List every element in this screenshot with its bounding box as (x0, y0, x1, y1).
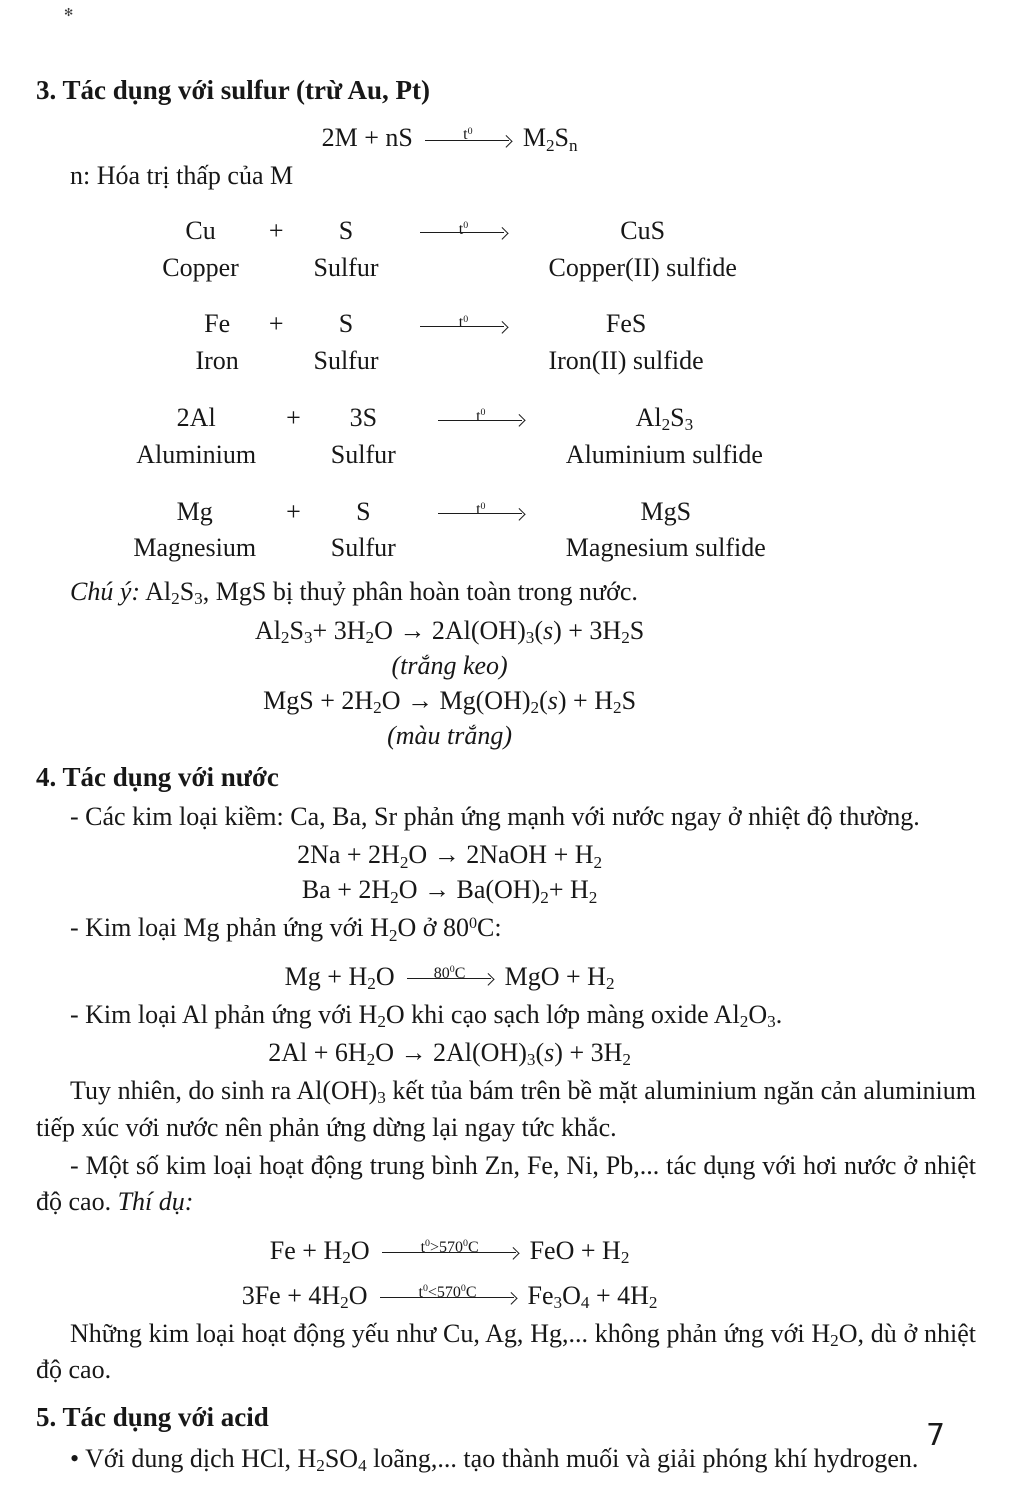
arrow-condition: $t^0$ (476, 407, 486, 425)
plus-sign: + (286, 496, 301, 526)
valence-note: n: Hóa trị thấp của M (70, 161, 294, 191)
right-arrow-icon (438, 417, 524, 426)
reaction-arrow (420, 307, 506, 341)
product-name: Magnesium sulfide (565, 533, 766, 563)
reaction-arrow (438, 495, 524, 529)
reactant-name: Sulfur (313, 346, 379, 376)
reaction-example (162, 214, 737, 285)
reaction-arrow (407, 962, 493, 992)
equation-barium: Ba + 2H $_2$ O → Ba(OH) $_2$ + H $_2$ (301, 875, 598, 907)
hydrolysis-equation: MgS + 2H $_2$ O → Mg(OH) $_2$ ( s ) + H $_2$ S (263, 685, 637, 717)
reactant-formula: 2Al (176, 403, 216, 433)
equation-magnesium-block (36, 962, 863, 992)
reactant-formula: Fe (204, 309, 231, 339)
bullet-magnesium: - Kim loại Mg phản ứng với $H_2O$ ở $80^0C$: (70, 913, 502, 945)
plus-sign: + (268, 215, 284, 245)
reactant-formula: S (356, 496, 371, 526)
reaction-example-copper (36, 210, 863, 289)
arrow-condition: $t^0<570^0C$ (418, 1283, 477, 1301)
product-formula: MgS (640, 496, 692, 526)
equation-lhs: $3Fe + 4H_2O$ (241, 1280, 368, 1312)
reaction-example (133, 495, 765, 566)
reaction-arrow (380, 1281, 516, 1311)
reactant-name: Sulfur (313, 252, 379, 282)
reaction-example-magnesium (36, 491, 863, 570)
equation-magnesium (285, 962, 615, 992)
equation-rhs: FeO + $H_2$ (529, 1235, 630, 1267)
product-name: Aluminium sulfide (565, 439, 763, 469)
bullet-alkali-metals: - Các kim loại kiềm: Ca, Ba, Sr phản ứng mạnh với nước ngay ở nhiệt độ thường. (70, 802, 920, 832)
reactant-formula: S (338, 215, 354, 245)
equation-iron-low-temp (242, 1281, 658, 1311)
equation-rhs: $Fe_3O_4 + 4H_2$ (527, 1280, 658, 1312)
reaction-arrow (420, 214, 506, 248)
arrow-condition: $80^0C$ (433, 964, 466, 982)
precipitate-caption: (trắng keo) (391, 650, 508, 680)
arrow-condition: $t^0>570^0C$ (420, 1238, 479, 1256)
equation-iron-high-temp (270, 1236, 630, 1266)
reaction-arrow (382, 1236, 518, 1266)
precipitate-caption-block (36, 721, 863, 751)
reactant-formula: Cu (185, 215, 216, 245)
section-3-heading: 3. Tác dụng với sulfur (trừ Au, Pt) (36, 75, 430, 105)
section-4-heading: 4. Tác dụng với nước (36, 761, 279, 792)
hydrolysis-equation-block (36, 686, 863, 716)
product-name: Copper(II) sulfide (548, 252, 737, 282)
equation-lhs: $Mg + H_2O$ (284, 961, 395, 993)
product-formula: $Al_2S_3$ (635, 403, 694, 435)
reaction-arrow (438, 401, 524, 435)
hydrolysis-equation: Al $_2$ S $_3$ + 3H $_2$ O → 2Al(OH) $_3$ ( s ) + 3H $_2$ S (254, 615, 645, 647)
plus-sign: + (286, 403, 301, 433)
reactant-name: Aluminium (136, 439, 257, 469)
bullet-aluminium: - Kim loại Al phản ứng với $H_2O$ khi cạo sạch lớp màng oxide $Al_2O_3$. (70, 999, 783, 1031)
corner-pen-mark: ✻ (64, 7, 74, 19)
product-formula: CuS (620, 215, 666, 245)
equation-iron-high-temp-block (36, 1236, 863, 1266)
arrow-condition: $t^0$ (458, 220, 469, 238)
paragraph-aluminium-passivation: Tuy nhiên, do sinh ra $Al(OH)_3$ kết tủa bám trên bề mặt aluminium ngăn cản aluminium tiếp xúc với nước nên phản ứng dừng lại ngay tức khắc. (36, 1076, 976, 1142)
reactant-formula: S (338, 309, 354, 339)
equation-sodium: 2Na + 2H $_2$ O → 2NaOH + H $_2$ (297, 840, 603, 872)
hydrolysis-note: Chú ý: $Al_2S_3$, MgS bị thuỷ phân hoàn toàn trong nước. (70, 577, 638, 609)
precipitate-caption: (màu trắng) (387, 720, 513, 750)
right-arrow-icon (420, 230, 506, 239)
general-equation (322, 123, 578, 153)
reaction-arrow (425, 123, 511, 153)
arrow-condition: $t^0$ (458, 313, 469, 332)
paragraph-weak-metals: Những kim loại hoạt động yếu như Cu, Ag, Hg,... không phản ứng với $H_2O$, dù ở nhiệt độ cao. (36, 1318, 977, 1385)
reactant-name: Sulfur (330, 439, 396, 469)
equation-barium-block (36, 875, 863, 905)
equation-iron-low-temp-block (36, 1281, 863, 1311)
right-arrow-icon (382, 1250, 518, 1259)
right-arrow-icon (380, 1295, 516, 1304)
equation-aluminium-block (36, 1038, 863, 1068)
general-reaction-block (36, 123, 863, 153)
precipitate-caption-block (36, 651, 863, 681)
product-formula: FeS (605, 309, 647, 339)
reactant-name: Sulfur (330, 533, 396, 563)
right-arrow-icon (420, 323, 506, 332)
reaction-example-iron (36, 303, 863, 382)
reaction-example-aluminium (36, 397, 863, 476)
reaction-example (195, 307, 703, 378)
product-name: Iron(II) sulfide (548, 346, 704, 376)
right-arrow-icon (425, 137, 511, 146)
equation-lhs: $Fe + H_2O$ (269, 1235, 370, 1267)
right-arrow-icon (407, 976, 493, 985)
arrow-condition: $t^0$ (476, 500, 486, 519)
right-arrow-icon (438, 511, 524, 520)
equation-lhs: 2M + nS (321, 123, 413, 153)
equation-aluminium: 2Al + 6H $_2$ O → 2Al(OH) $_3$ ( s ) + 3H $_2$ (268, 1038, 631, 1070)
equation-rhs: MgO + $H_2$ (504, 961, 615, 993)
page-number: 7 (926, 1418, 946, 1453)
reactant-name: Copper (162, 252, 239, 282)
reactant-formula: Mg (176, 496, 213, 526)
equation-rhs: $M_2S_n$ (522, 123, 578, 155)
bullet-dilute-acids: • Với dung dịch HCl, $H_2SO_4$ loãng,... tạo thành muối và giải phóng khí hydrogen. (70, 1443, 919, 1476)
reaction-example (136, 401, 763, 472)
bullet-medium-activity-metals: - Một số kim loại hoạt động trung bình Zn, Fe, Ni, Pb,... tác dụng với hơi nước ở nhiệt độ cao. Thí dụ: (36, 1150, 976, 1217)
reactant-name: Magnesium (133, 533, 257, 563)
hydrolysis-equation-block (36, 616, 863, 646)
equation-sodium-block (36, 840, 863, 870)
reactant-name: Iron (195, 346, 239, 376)
reactant-formula: 3S (349, 403, 378, 433)
plus-sign: + (268, 309, 284, 339)
section-5-heading: 5. Tác dụng với acid (36, 1401, 269, 1432)
arrow-condition: $t^0$ (463, 125, 473, 144)
